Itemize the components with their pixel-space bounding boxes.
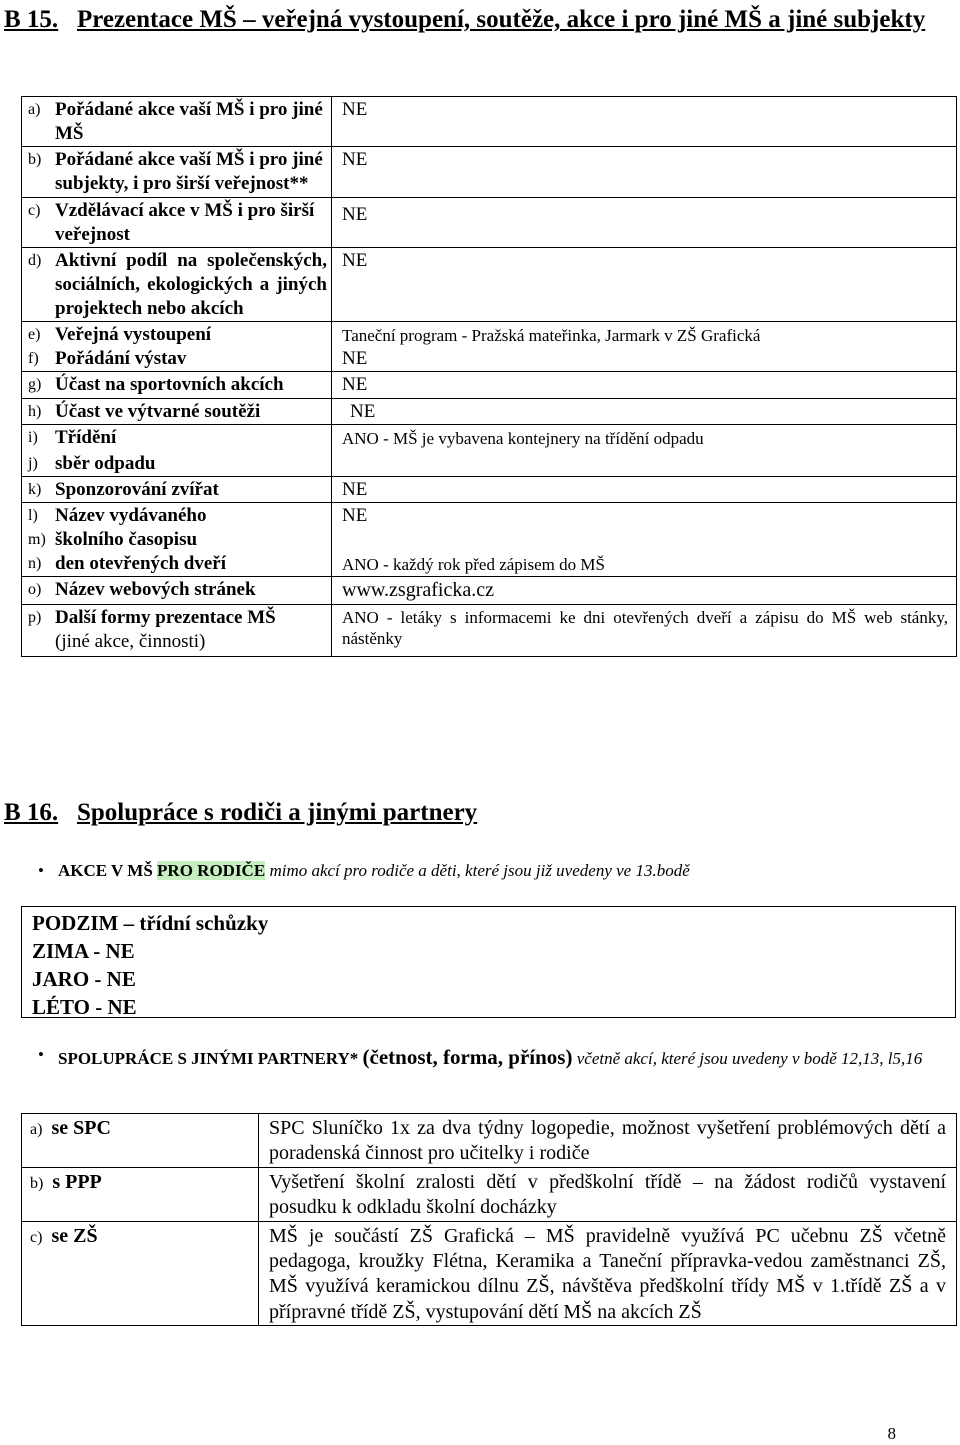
row-label [22, 503, 332, 577]
value-text: NE [342, 374, 368, 396]
row-label [22, 1221, 259, 1326]
item-label: Další formy prezentace MŠ [55, 606, 276, 628]
page-number: 8 [887, 1424, 896, 1443]
table-row [22, 577, 957, 604]
item-label: Účast ve výtvarné soutěži [55, 400, 261, 422]
table-row [22, 97, 957, 147]
heading-title: Prezentace MŠ – veřejná vystoupení, soutěže, akce i pro jiné MŠ a jiné subjekty [76, 6, 926, 33]
table-row [22, 197, 957, 247]
row-value [332, 503, 957, 577]
parents-bullet [38, 860, 690, 882]
value-text: NE [342, 249, 368, 271]
partners-table [21, 1113, 957, 1326]
item-marker: i) [28, 428, 38, 446]
table-row [22, 424, 957, 476]
row-label [22, 1167, 259, 1221]
item-marker: p) [28, 608, 42, 626]
item-marker: b) [30, 1174, 44, 1192]
item-marker: c) [28, 201, 41, 219]
season-line: PODZIM – třídní schůzky [32, 911, 269, 935]
item-marker: f) [28, 350, 39, 368]
table-row [22, 604, 957, 656]
value-text: NE [342, 478, 368, 500]
row-value [332, 577, 957, 604]
item-marker: b) [28, 151, 42, 169]
table-row [22, 1114, 957, 1168]
row-value: Vyšetření školní zralosti dětí v předškolní třídě – na žádost rodičů vystavení posudku k odkladu školní docházky [259, 1167, 957, 1221]
item-marker: l) [28, 507, 38, 524]
row-label [22, 604, 332, 656]
item-label: Třídění [55, 426, 117, 448]
item-label: Aktivní podíl na společenských, sociálních, ekologických a jiných projektech nebo akcích [55, 249, 327, 319]
item-label: Název webových stránek [55, 579, 256, 601]
bullet-highlight: PRO RODIČE [157, 861, 266, 880]
item-marker: m) [28, 531, 46, 549]
row-value [332, 247, 957, 321]
table-row [22, 1221, 957, 1326]
section-title: Spolupráce s rodiči a jinými partnery [76, 799, 478, 826]
item-label: s PPP [52, 1170, 102, 1193]
table-row [22, 372, 957, 398]
bullet-lead: SPOLUPRÁCE S JINÝMI PARTNERY* [58, 1049, 359, 1068]
table-row [22, 1167, 957, 1221]
heading-number: B 15. [4, 6, 59, 33]
row-label [22, 197, 332, 247]
row-label [22, 577, 332, 604]
row-value [332, 424, 957, 476]
item-label: sběr odpadu [55, 452, 156, 474]
value-text: Taneční program - Pražská mateřinka, Jarmark v ZŠ Grafická [342, 326, 761, 346]
value-text: ANO - každý rok před zápisem do MŠ [342, 555, 605, 575]
partners-bullet [38, 1044, 922, 1071]
table-row [22, 398, 957, 424]
table-row [22, 476, 957, 502]
value-text: NE [342, 149, 368, 171]
table-row [22, 247, 957, 321]
bullet-lead: AKCE V MŠ [58, 861, 153, 880]
value-text: NE [342, 505, 368, 526]
row-value [332, 604, 957, 656]
row-value [332, 97, 957, 147]
item-marker: n) [28, 555, 42, 573]
seasons-box [21, 906, 956, 1018]
table-row [22, 322, 957, 372]
season-line: JARO - NE [32, 967, 136, 991]
bullet-emphasis: (četnost, forma, přínos) [362, 1045, 573, 1069]
item-label: Sponzorování zvířat [55, 478, 219, 500]
item-marker: j) [28, 454, 38, 472]
value-text: NE [350, 400, 376, 422]
season-line: LÉTO - NE [32, 995, 137, 1019]
row-label [22, 424, 332, 476]
item-label: Veřejná vystoupení [55, 324, 212, 346]
item-label: Pořádané akce vaší MŠ i pro jiné subjekty, i pro širší veřejnost** [55, 149, 323, 195]
item-marker: a) [28, 101, 41, 118]
item-marker: e) [28, 326, 41, 344]
table-row [22, 503, 957, 577]
item-marker: a) [30, 1121, 43, 1138]
item-marker: c) [30, 1228, 43, 1246]
value-text: ANO - letáky s informacemi ke dni otevřených dveří a zápisu do MŠ web stánky, nástěnky [342, 607, 948, 649]
item-label: Pořádání výstav [55, 348, 187, 370]
item-label: den otevřených dveří [55, 553, 226, 575]
row-label [22, 476, 332, 502]
value-text: NE [342, 99, 368, 120]
row-label [22, 1114, 259, 1168]
item-label: školního časopisu [55, 529, 198, 551]
bullet-note: včetně akcí, které jsou uvedeny v bodě 12,13, l5,16 [576, 1049, 923, 1068]
item-label: se ZŠ [51, 1224, 98, 1247]
season-line: ZIMA - NE [32, 939, 135, 963]
value-text: ANO - MŠ je vybavena kontejnery na třídění odpadu [342, 428, 704, 448]
value-text: www.zsgraficka.cz [342, 579, 494, 602]
bullet-icon: • [38, 861, 44, 880]
item-label: se SPC [51, 1117, 111, 1139]
table-row [22, 147, 957, 197]
item-label: Pořádané akce vaší MŠ i pro jiné MŠ [55, 99, 323, 145]
page-heading [4, 4, 944, 36]
item-label: Název vydávaného [55, 505, 207, 526]
row-label [22, 247, 332, 321]
row-label [22, 398, 332, 424]
row-value [332, 197, 957, 247]
item-marker: d) [28, 251, 42, 269]
section-number: B 16. [4, 799, 59, 826]
value-text: NE [342, 203, 368, 225]
row-label [22, 147, 332, 197]
row-value: SPC Sluníčko 1x za dva týdny logopedie, možnost vyšetření problémových dětí a poradenská činnost pro učitelky i rodiče [259, 1114, 957, 1168]
row-label [22, 97, 332, 147]
row-label [22, 372, 332, 398]
item-marker: h) [28, 402, 42, 420]
row-value [332, 372, 957, 398]
presentation-table [21, 96, 957, 657]
row-value [332, 322, 957, 372]
row-value: MŠ je součástí ZŠ Grafická – MŠ pravidelně využívá PC učebnu ZŠ včetně pedagoga, kroužky Flétna, Keramika a Taneční přípravka-vedou zaměstnanci ZŠ, MŠ využívá keramickou dílnu ZŠ, návštěva předškolní třídy MŠ v 1.třídě ZŠ a v přípravné třídě ZŠ, vystupování dětí MŠ na akcích ZŠ [259, 1221, 957, 1326]
row-label [22, 322, 332, 372]
item-note: (jiné akce, činnosti) [55, 630, 206, 652]
row-value [332, 147, 957, 197]
item-marker: k) [28, 480, 42, 498]
bullet-icon: • [38, 1045, 44, 1064]
section-heading [4, 797, 477, 829]
item-marker: g) [28, 376, 42, 394]
value-text: NE [342, 347, 368, 369]
item-label: Účast na sportovních akcích [55, 374, 284, 396]
item-label: Vzdělávací akce v MŠ i pro širší veřejnost [55, 199, 315, 245]
bullet-note: mimo akcí pro rodiče a děti, které jsou již uvedeny ve 13.bodě [269, 861, 690, 880]
row-value [332, 476, 957, 502]
item-marker: o) [28, 581, 42, 599]
row-value [332, 398, 957, 424]
